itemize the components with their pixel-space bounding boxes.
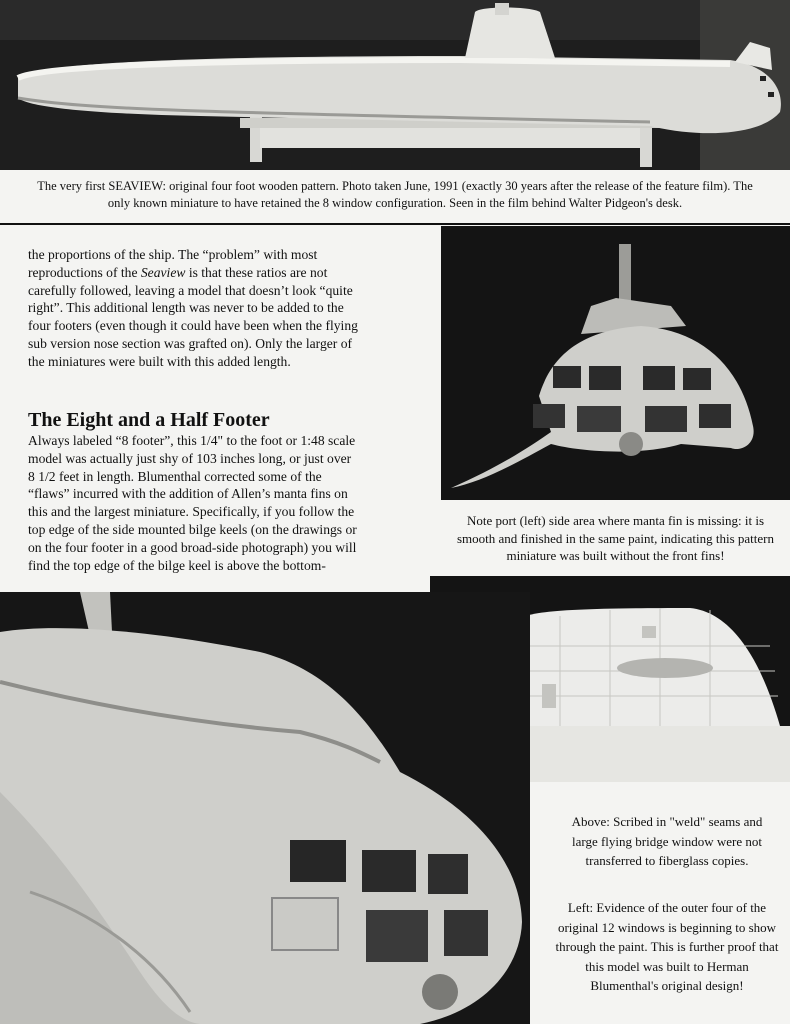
photo-seaview-wooden-pattern xyxy=(0,0,790,170)
photo-nose-closeup xyxy=(0,592,530,1024)
divider-rule xyxy=(0,223,790,225)
top-caption-line-1: The very first SEAVIEW: original four foot wooden pattern. Photo taken June, 1991 (exactly 30 years after the release of the feature film). The xyxy=(37,179,753,193)
top-caption-line-2: only known miniature to have retained the 8 window configuration. Seen in the film behind Walter Pidgeon's desk. xyxy=(107,196,683,210)
caption-manta-fin: Note port (left) side area where manta fin is missing: it is smooth and finished in the same paint, indicating this pattern miniature was built without the front fins! xyxy=(457,513,774,563)
intro-paragraph xyxy=(28,246,358,371)
section-heading: The Eight and a Half Footer xyxy=(28,409,270,431)
photo-front-view xyxy=(441,226,790,500)
caption-left: Left: Evidence of the outer four of the original 12 windows is beginning to show through the paint. This is further proof that this model was built to Herman Blumenthal's original design! xyxy=(555,900,779,993)
intro-text-2: is that these ratios are not carefully followed, leaving a model that doesn’t look “quite right”. This additional length was never to be added to the four footers (even though it could have been when the flying sub version nose section was grafted on). Only the larger of the miniatures were built with this added length. xyxy=(28,264,358,369)
section-paragraph: Always labeled “8 footer”, this 1/4" to the foot or 1:48 scale model was actually just shy of 103 inches long, or just over 8 1/2 feet in length. Blumenthal corrected some of the “flaws” incurred with the addition of Allen’s manta fins on this and the largest miniature. Specifically, if you follow the top edge of the side mounted bilge keels (on the drawings or on the four footer in a good broad-side photograph) you will find the top edge of the bilge keel is above the bottom- xyxy=(28,433,357,573)
intro-text-1: the proportions of the ship. The “problem” with most reproductions of the xyxy=(28,247,318,280)
intro-italic-seaview: Seaview xyxy=(140,264,186,280)
top-photo-caption xyxy=(20,178,770,212)
caption-above: Above: Scribed in "weld" seams and large flying bridge window were not transferred to fiberglass copies. xyxy=(571,814,763,868)
